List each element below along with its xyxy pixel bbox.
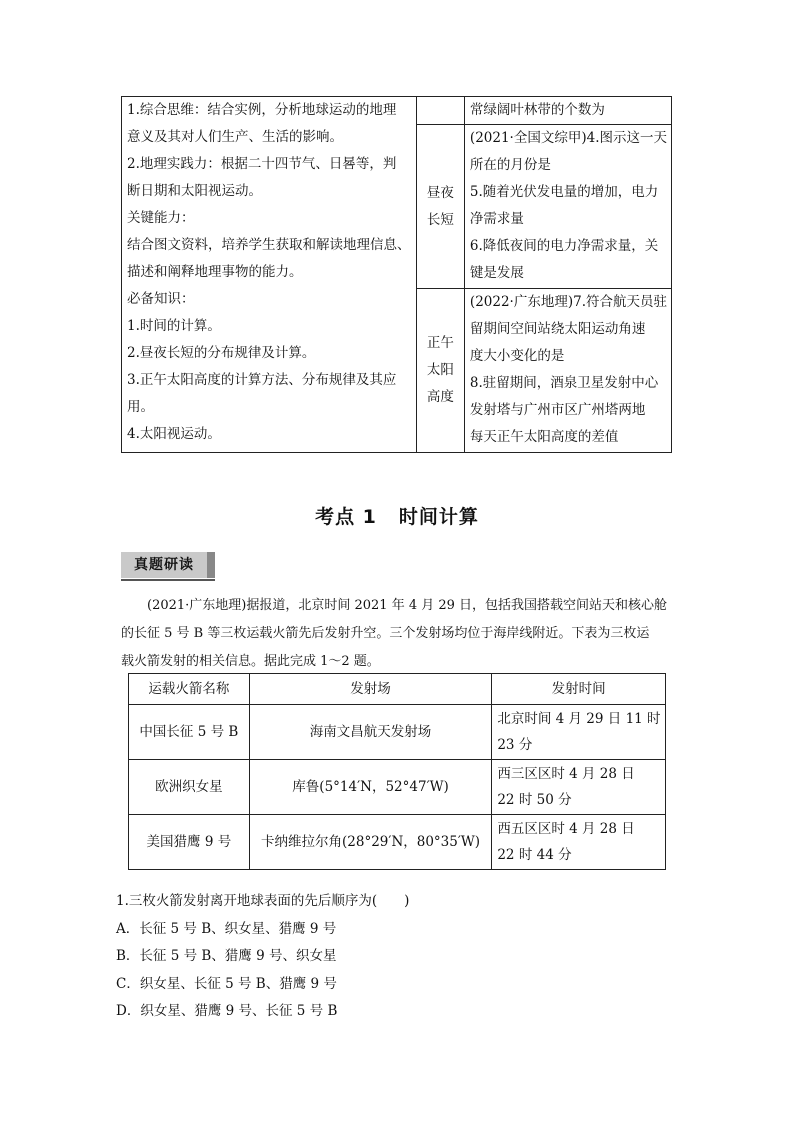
option-b[interactable]: B．长征 5 号 B、猎鹰 9 号、织女星 bbox=[116, 948, 337, 964]
competency-cell bbox=[122, 97, 417, 453]
header-site: 发射场 bbox=[249, 674, 492, 705]
row1-text: 常绿阔叶林带的个数为 bbox=[469, 102, 605, 118]
passage-line: 载火箭发射的相关信息。据此完成 1～2 题。 bbox=[121, 654, 380, 669]
competency-line: 意义及其对人们生产、生活的影响。 bbox=[127, 129, 343, 145]
label-line: 太阳 bbox=[426, 362, 454, 378]
competency-line: 1.综合思维：结合实例，分析地球运动的地理 bbox=[127, 102, 397, 118]
option-a[interactable]: A．长征 5 号 B、织女星、猎鹰 9 号 bbox=[116, 920, 337, 937]
section-number: 考点 1 bbox=[315, 506, 377, 528]
question-line: 每天正午太阳高度的差值 bbox=[469, 429, 619, 445]
day-night-questions bbox=[464, 125, 671, 289]
time-line: 西三区区时 4 月 28 日 bbox=[497, 766, 635, 782]
table-row bbox=[129, 760, 666, 815]
header-rocket: 运载火箭名称 bbox=[129, 674, 250, 705]
passage-line: (2021·广东地理)据报道，北京时间 2021 年 4 月 29 日，包括我国搭载空间站天和核心舱 bbox=[147, 598, 668, 613]
rocket-launch-table bbox=[128, 673, 666, 870]
rocket-name: 美国猎鹰 9 号 bbox=[129, 815, 250, 870]
day-night-label bbox=[416, 125, 464, 289]
question-line: 键是发展 bbox=[469, 265, 524, 281]
competency-line: 4.太阳视运动。 bbox=[127, 426, 221, 442]
exam-study-badge: 真题研读 bbox=[121, 552, 207, 578]
label-line: 长短 bbox=[426, 211, 454, 228]
noon-sun-label bbox=[416, 289, 464, 453]
question-1 bbox=[116, 888, 409, 1026]
curriculum-table bbox=[121, 96, 672, 453]
launch-site: 库鲁(5°14′N，52°47′W) bbox=[249, 760, 492, 815]
noon-sun-questions bbox=[464, 289, 671, 453]
question-line: (2021·全国文综甲)4.图示这一天 bbox=[469, 130, 667, 146]
time-line: 西五区区时 4 月 28 日 bbox=[497, 821, 635, 837]
question-line: 8.驻留期间，酒泉卫星发射中心 bbox=[469, 375, 659, 391]
competency-line: 3.正午太阳高度的计算方法、分布规律及其应 bbox=[127, 372, 397, 388]
table-row bbox=[129, 705, 666, 760]
empty-label-cell bbox=[416, 97, 464, 125]
option-c[interactable]: C．织女星、长征 5 号 B、猎鹰 9 号 bbox=[116, 975, 337, 992]
competency-line: 断日期和太阳视运动。 bbox=[127, 183, 262, 199]
header-time: 发射时间 bbox=[492, 674, 666, 705]
question-line: 净需求量 bbox=[469, 211, 524, 227]
competency-line: 描述和阐释地理事物的能力。 bbox=[127, 264, 303, 280]
question-line: 5.随着光伏发电量的增加，电力 bbox=[469, 184, 659, 200]
row1-text-cell bbox=[464, 97, 671, 125]
rocket-name: 中国长征 5 号 B bbox=[129, 705, 250, 760]
question-line: 所在的月份是 bbox=[469, 157, 551, 173]
question-line: 度大小变化的是 bbox=[469, 348, 565, 364]
time-line: 22 时 44 分 bbox=[497, 847, 572, 863]
time-line: 北京时间 4 月 29 日 11 时 bbox=[497, 711, 661, 727]
option-d[interactable]: D．织女星、猎鹰 9 号、长征 5 号 B bbox=[116, 1003, 338, 1019]
label-line: 昼夜 bbox=[426, 184, 454, 201]
competency-line: 2.昼夜长短的分布规律及计算。 bbox=[127, 345, 316, 361]
table-row bbox=[129, 815, 666, 870]
launch-time bbox=[492, 705, 666, 760]
section-title bbox=[0, 502, 794, 529]
label-line: 高度 bbox=[426, 389, 454, 405]
question-line: 留期间空间站绕太阳运动角速 bbox=[469, 321, 646, 337]
passage bbox=[121, 592, 672, 676]
question-line: 发射塔与广州市区广州塔两地 bbox=[469, 402, 646, 418]
question-stem: 1.三枚火箭发射离开地球表面的先后顺序为( ) bbox=[116, 893, 410, 909]
launch-time bbox=[492, 815, 666, 870]
competency-line: 2.地理实践力：根据二十四节气、日晷等，判 bbox=[127, 156, 397, 172]
passage-line: 的长征 5 号 B 等三枚运载火箭先后发射升空。三个发射场均位于海岸线附近。下表为三枚运 bbox=[121, 626, 650, 641]
section-name: 时间计算 bbox=[398, 506, 479, 528]
question-line: 6.降低夜间的电力净需求量，关 bbox=[469, 238, 659, 254]
question-line: (2022·广东地理)7.符合航天员驻 bbox=[469, 294, 667, 310]
competency-line: 1.时间的计算。 bbox=[127, 318, 221, 334]
time-line: 22 时 50 分 bbox=[497, 792, 572, 808]
competency-line: 用。 bbox=[127, 399, 154, 415]
competency-line: 结合图文资料，培养学生获取和解读地理信息、 bbox=[127, 237, 411, 253]
launch-site: 海南文昌航天发射场 bbox=[249, 705, 492, 760]
competency-line: 必备知识： bbox=[127, 291, 195, 307]
time-line: 23 分 bbox=[497, 737, 533, 753]
launch-time bbox=[492, 760, 666, 815]
rocket-name: 欧洲织女星 bbox=[129, 760, 250, 815]
competency-line: 关键能力： bbox=[127, 210, 195, 226]
launch-site: 卡纳维拉尔角(28°29′N，80°35′W) bbox=[249, 815, 492, 870]
label-line: 正午 bbox=[426, 335, 454, 351]
